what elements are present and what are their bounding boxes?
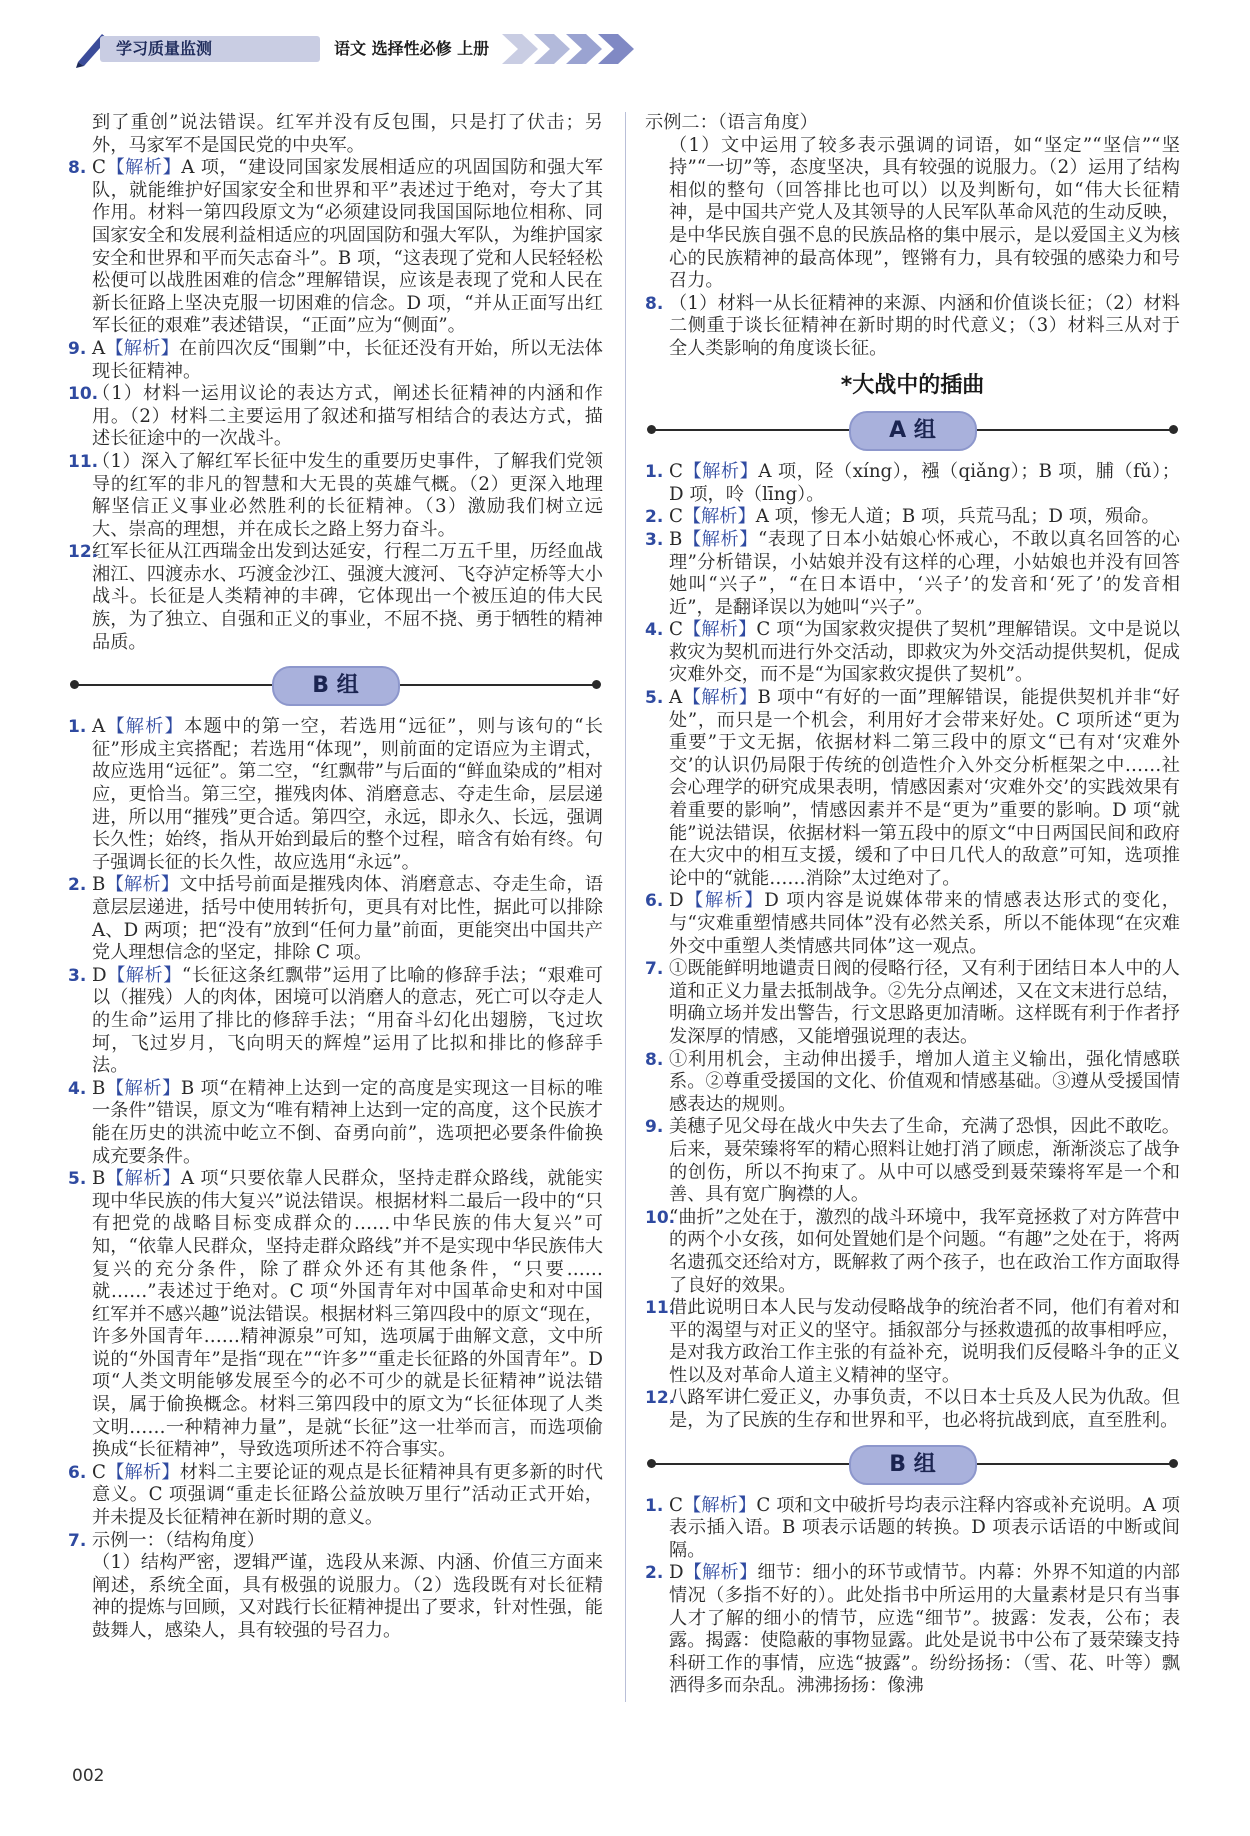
analysis-tag: 【解析】 (105, 874, 180, 896)
answer-choice: D (92, 964, 107, 986)
answer-choice: B (92, 1077, 106, 1099)
answer-text: A 项，“建设同国家发展相适应的巩固国防和强大军队，就能维护好国家安全和世界和平”表述过于绝对，夸大了其作用。材料一第四段原文为“必须建设同我国国际地位相称、同国家安全和发展利益相适应的巩固国防和强大军队，为维护国家安全和世界和平而矢志奋斗”。B 项，“这表现了党和人民轻轻松松便可以战胜困难的信念”理解错误，应该是表现了党和人民在新长征路上坚决克服一切困难的信念。D 项，“并从正面写出红军长征的艰难”表述错误，“正面”应为“侧面”。 (92, 157, 603, 337)
divider-dot (1169, 1459, 1178, 1468)
answer-number: 7. (68, 1530, 87, 1551)
answer-b7 (68, 1530, 603, 1553)
answer-number: 6. (645, 891, 664, 912)
answer-number: 5. (68, 1169, 87, 1190)
answer-b7-detail: （1）结构严密，逻辑严谨，选段从来源、内涵、价值三方面来阐述，系统全面，具有极强的说服力。（2）选段既有对长征精神的提炼与回顾，又对践行长征精神提出了要求，针对性强，能鼓舞人，感染人，具有较强的号召力。 (92, 1552, 603, 1641)
analysis-tag: 【解析】 (682, 1494, 757, 1516)
answer-text: ①利用机会，主动伸出援手，增加人道主义输出，强化情感联系。②尊重受援国的文化、价值观和情感基础。③遵从受援国情感表达的规则。 (669, 1048, 1180, 1115)
answer-choice: A (669, 687, 683, 709)
answer-choice: D (669, 890, 684, 912)
answer-b6 (68, 1462, 603, 1530)
answer-number: 9. (68, 338, 87, 359)
answer-choice: A (92, 716, 106, 738)
answer-text: 文中括号前面是摧残肉体、消磨意志、夺走生命，语意层层递进，括号中使用转折句，更具有对比性，据此可以排除 A、D 两项；把“没有”放到“任何力量”前面，更能突出中国共产党人理想信念的坚定，排除 C 项。 (92, 874, 603, 964)
answer-text: 示例一：（结构角度） (92, 1529, 265, 1551)
column-divider (625, 112, 626, 1702)
answer-text: 美穗子见父母在战火中失去了生命，充满了恐惧，因此不敢吃。后来，聂荣臻将军的精心照料让她打消了顾虑，渐渐淡忘了战争的创伤，所以不拘束了。从中可以感受到聂荣臻将军是一个和善、具有宽广胸襟的人。 (669, 1116, 1180, 1206)
answer-a11 (645, 1297, 1180, 1387)
answer-choice: B (92, 874, 106, 896)
answer-choice: C (92, 157, 106, 179)
answer-number: 12. (645, 1388, 676, 1409)
answer-number: 2. (645, 507, 664, 528)
analysis-tag: 【解析】 (105, 1168, 181, 1190)
answer-a3 (645, 529, 1180, 619)
divider-dot (70, 680, 79, 689)
group-b-heading (645, 1439, 1180, 1489)
answer-text: A 项，陉（xíng），襁（qiǎng）；B 项，脯（fǔ）；D 项，呤（līng）。 (669, 461, 1180, 505)
answer-number: 1. (645, 462, 664, 483)
answer-a8 (645, 1049, 1180, 1117)
answer-choice: C (669, 506, 683, 528)
analysis-tag: 【解析】 (682, 687, 758, 709)
answer-12 (68, 541, 603, 654)
answer-text: 细节：细小的环节或情节。内幕：外界不知道的内部情况（多指不好的）。此处指书中所运用的大量素材是只有当事人才了解的细小的情节，应选“细节”。披露：发表，公布；表露。揭露：使隐蔽的事物显露。此处是说书中公布了聂荣臻支持科研工作的事情，应选“披露”。纷纷扬扬：（雪、花、叶等）飘洒得多而杂乱。沸沸扬扬：像沸 (669, 1562, 1180, 1697)
answer-b1 (68, 716, 603, 874)
answer-text: （1）深入了解红军长征中发生的重要历史事件，了解我们党领导的红军的非凡的智慧和大无畏的英雄气概。（2）更深入地理解坚信正义事业必然胜利的长征精神。（3）激励我们树立远大、崇高的理想，并在成长之路上努力奋斗。 (92, 450, 603, 540)
answer-text: C 项“为国家救灾提供了契机”理解错误。文中是说以救灾为契机而进行外交活动，即救灾为外交活动提供契机，促成灾难外交，而不是“为国家救灾提供了契机”。 (669, 619, 1180, 686)
group-label: B 组 (272, 666, 400, 706)
answer-number: 4. (645, 620, 664, 641)
divider-dot (592, 680, 601, 689)
answer-choice: B (669, 528, 683, 550)
answer-text: D 项内容是说媒体带来的情感表达形式的变化，与“灾难重塑情感共同体”没有必然关系，所以不能体现“在灾难外交中重塑人类情感共同体”这一观点。 (669, 890, 1180, 957)
answer-text: “长征这条红飘带”运用了比喻的修辞手法；“艰难可以（摧残）人的肉体，困境可以消磨人的意志，死亡可以夺走人的生命”运用了排比的修辞手法；“用奋斗幻化出翅膀，飞过坎坷，飞过岁月，飞向明天的辉煌”运用了比拟和排比的修辞手法。 (92, 964, 603, 1077)
analysis-tag: 【解析】 (105, 716, 185, 738)
continued-text: 到了重创”说法错误。红军并没有反包围，只是打了伏击；另外，马家军不是国民党的中央军。 (92, 112, 603, 156)
left-column (68, 112, 603, 1643)
group-label: B 组 (849, 1445, 977, 1485)
answer-text: 本题中的第一空，若选用“远征”，则与该句的“长征”形成主宾搭配；若选用“体现”，则前面的定语应为主谓式，故应选用“远征”。第二空，“红飘带”与后面的“鲜血染成的”相对应，更恰当。第三空，摧残肉体、消磨意志、夺走生命，层层递进，所以用“摧残”更合适。第四空，永远，即永久、长远，强调长久性；始终，指从开始到最后的整个过程，暗含有始有终。句子强调长征的长久性，故应选用“永远”。 (92, 716, 603, 873)
answer-choice: C (669, 461, 683, 483)
group-b-heading (68, 660, 603, 710)
example-2-text: （1）文中运用了较多表示强调的词语，如“坚定”“坚信”“坚持”“一切”等，态度坚决，具有较强的说服力。（2）运用了结构相似的整句（回答排比也可以）以及判断句，如“伟大长征精神，是中国共产党人及其领导的人民军队革命风范的生动反映，是中华民族自强不息的民族品格的集中展示，是以爱国主义为核心的民族精神的最高体现”，铿锵有力，具有较强的感染力和号召力。 (669, 134, 1180, 292)
answer-b3 (68, 965, 603, 1078)
answer-choice: D (669, 1562, 684, 1584)
answer-b2 (645, 1562, 1180, 1698)
answer-b1 (645, 1495, 1180, 1563)
answer-number: 1. (645, 1495, 664, 1516)
answer-number: 11. (645, 1298, 676, 1319)
answer-a5 (645, 687, 1180, 890)
divider-dot (647, 425, 656, 434)
answer-a7 (645, 958, 1180, 1048)
answer-number: 6. (68, 1462, 87, 1483)
answer-text: C 项和文中破折号均表示注释内容或补充说明。A 项表示插入语。B 项表示话题的转换。D 项表示话语的中断或间隔。 (669, 1494, 1180, 1561)
analysis-tag: 【解析】 (105, 1077, 181, 1099)
analysis-tag: 【解析】 (682, 461, 759, 483)
answer-a10 (645, 1207, 1180, 1297)
answer-9 (68, 338, 603, 383)
divider-dot (647, 1459, 656, 1468)
answer-choice: C (92, 1461, 106, 1483)
answer-number: 10. (645, 1207, 676, 1228)
chevron-decoration-icon (502, 30, 652, 68)
answer-number: 2. (68, 875, 87, 896)
answer-10 (68, 383, 603, 451)
group-label: A 组 (849, 411, 977, 451)
answer-b2 (68, 874, 603, 964)
analysis-tag: 【解析】 (682, 506, 756, 528)
answer-text: 借此说明日本人民与发动侵略战争的统治者不同，他们有着对和平的渴望与对正义的坚守。插叙部分与拯救遗孤的故事相呼应，是对我方政治工作主张的有益补充，说明我们反侵略斗争的正义性以及对革命人道主义精神的坚守。 (669, 1297, 1180, 1386)
header-badge: 学习质量监测 (100, 36, 320, 62)
answer-text: A 项，惨无人道；B 项，兵荒马乱；D 项，殒命。 (755, 506, 1160, 528)
answer-choice: B (92, 1168, 106, 1190)
analysis-tag: 【解析】 (105, 1461, 180, 1483)
answer-b5 (68, 1168, 603, 1462)
answer-number: 12. (68, 542, 99, 563)
answer-number: 10. (68, 384, 99, 405)
answer-number: 3. (645, 529, 664, 550)
answer-a4 (645, 619, 1180, 687)
answer-a2 (645, 506, 1180, 529)
answer-text: 八路军讲仁爱正义，办事负责，不以日本士兵及人民为仇敌。但是，为了民族的生存和世界和平，也必将抗战到底，直至胜利。 (669, 1387, 1180, 1432)
answer-b4 (68, 1078, 603, 1168)
answer-number: 7. (645, 959, 664, 980)
analysis-tag: 【解析】 (682, 619, 757, 641)
answer-8 (645, 293, 1180, 361)
answer-number: 11. (68, 451, 99, 472)
answer-text: 在前四次反“围剿”中，长征还没有开始，所以无法体现长征精神。 (92, 337, 603, 382)
group-a-heading (645, 405, 1180, 455)
example-2-title: 示例二：（语言角度） (645, 112, 818, 133)
answer-text: 材料二主要论证的观点是长征精神具有更多新的时代意义。C 项强调“重走长征路公益放映万里行”活动正式开始，并未提及长征精神在新时期的意义。 (92, 1461, 603, 1529)
analysis-tag: 【解析】 (682, 528, 758, 550)
answer-a12 (645, 1387, 1180, 1432)
answer-text: “表现了日本小姑娘心怀戒心，不敢以真名回答的心理”分析错误，小姑娘并没有这样的心理，小姑娘也并没有回答她叫“兴子”，“在日本语中，‘兴子’的发音和‘死了’的发音相近”，是翻译误以为她叫“兴子”。 (669, 528, 1180, 618)
answer-number: 8. (645, 293, 664, 314)
answer-11 (68, 451, 603, 541)
answer-number: 3. (68, 965, 87, 986)
answer-choice: A (92, 337, 106, 359)
answer-number: 5. (645, 688, 664, 709)
answer-number: 2. (645, 1563, 664, 1584)
page-header (72, 26, 592, 70)
answer-text: ①既能鲜明地谴责日阀的侵略行径，又有利于团结日本人中的人道和正义力量去抵制战争。②先分点阐述，又在文末进行总结，明确立场并发出警告，行文思路更加清晰。这样既有利于作者抒发深厚的情感，又能增强说理的表达。 (669, 958, 1180, 1047)
answer-8 (68, 157, 603, 338)
answer-text: B 项中“有好的一面”理解错误，能提供契机并非“好处”，而只是一个机会，利用好才会带来好处。C 项所述“更为重要”于文无据，依据材料二第三段中的原文“已有对‘灾难外交’的认识仍局限于传统的创造性介入外交分析框架之中……社会心理学的研究成果表明，情感因素对‘灾难外交’的实践效果有着重要的影响”，情感因素并不是“更为”重要的影响。D 项“就能”说法错误，依据材料一第五段中的原文“中日两国民间和政府在大灾中的相互支援，缓和了中日几代人的敌意”可知，选项推论中的“就能……消除”太过绝对了。 (669, 687, 1180, 889)
answer-text: （1）材料一从长征精神的来源、内涵和价值谈长征；（2）材料二侧重于谈长征精神在新时期的时代意义；（3）材料三从对于全人类影响的角度谈长征。 (669, 292, 1180, 359)
answer-text: B 项“在精神上达到一定的高度是实现这一目标的唯一条件”错误，原文为“唯有精神上达到一定的高度，这个民族才能在历史的洪流中屹立不倒、奋勇向前”，选项把必要条件偷换成充要条件。 (92, 1077, 603, 1167)
header-title: 语文 选择性必修 上册 (334, 39, 490, 58)
right-column (645, 112, 1180, 1698)
answer-text: “曲折”之处在于，激烈的战斗环境中，我军竟拯救了对方阵营中的两个小女孩，如何处置她们是个问题。“有趣”之处在于，将两名遗孤交还给对方，既解救了两个孩子，也在政治工作方面取得了良好的效果。 (669, 1206, 1180, 1296)
answer-number: 8. (68, 158, 87, 179)
answer-choice: C (669, 1494, 683, 1516)
answer-number: 9. (645, 1117, 664, 1138)
answer-a6 (645, 890, 1180, 958)
answer-number: 1. (68, 717, 87, 738)
answer-a9 (645, 1116, 1180, 1206)
analysis-tag: 【解析】 (683, 890, 765, 912)
answer-text: （1）材料一运用议论的表达方式，阐述长征精神的内涵和作用。（2）材料二主要运用了叙述和描写相结合的表达方式，描述长征途中的一次战斗。 (92, 383, 603, 450)
analysis-tag: 【解析】 (683, 1562, 758, 1584)
section-title: *大战中的插曲 (840, 372, 985, 398)
divider-dot (1169, 425, 1178, 434)
analysis-tag: 【解析】 (105, 157, 182, 179)
answer-text: A 项“只要依靠人民群众，坚持走群众路线，就能实现中华民族的伟大复兴”说法错误。根据材料二最后一段中的“只有把党的战略目标变成群众的……中华民族的伟大复兴”可知，“依靠人民群众，坚持走群众路线”并不是实现中华民族伟大复兴的充分条件，除了群众外还有其他条件，“只要……就……”表述过于绝对。C 项“外国青年对中国革命史和对中国红军并不感兴趣”说法错误。根据材料三第四段中的原文“现在，许多外国青年……精神源泉”可知，选项属于曲解文意，文中所说的“外国青年”是指“现在”“许多”“重走长征路的外国青年”。D 项“人类文明能够发展至今的必不可少的就是长征精神”说法错误，属于偷换概念。材料三第四段中的原文为“长征体现了人类文明……一种精神力量”，是就“长征”这一壮举而言，而选项偷换成“长征精神”，导致选项所述不符合事实。 (92, 1168, 603, 1461)
analysis-tag: 【解析】 (106, 964, 182, 986)
analysis-tag: 【解析】 (105, 337, 180, 359)
answer-choice: C (669, 619, 683, 641)
answer-number: 8. (645, 1049, 664, 1070)
page-number: 002 (72, 1766, 105, 1786)
answer-text: 红军长征从江西瑞金出发到达延安，行程二万五千里，历经血战湘江、四渡赤水、巧渡金沙江、强渡大渡河、飞夺泸定桥等大小战斗。长征是人类精神的丰碑，它体现出一个被压迫的伟大民族，为了独立、自强和正义的事业，不屈不挠、勇于牺牲的精神品质。 (92, 541, 603, 653)
answer-a1 (645, 461, 1180, 506)
answer-number: 4. (68, 1078, 87, 1099)
